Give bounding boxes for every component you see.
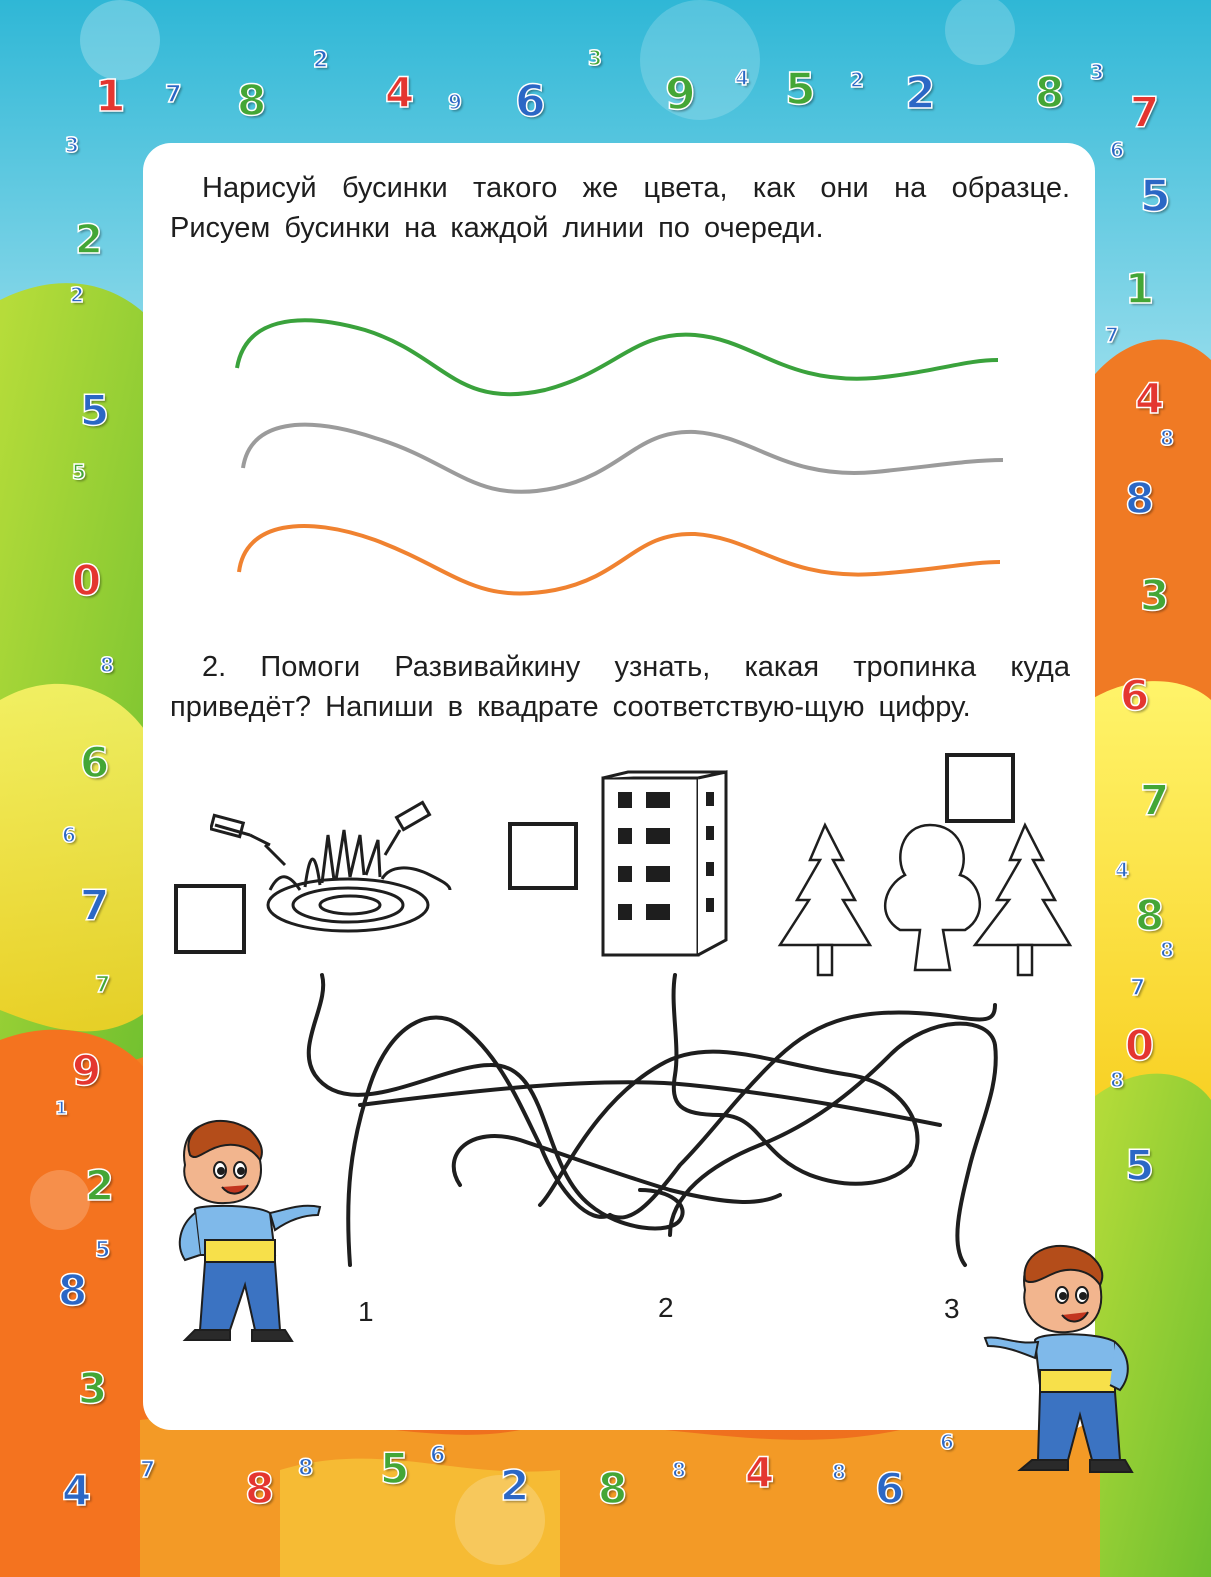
decor-number: 2: [313, 48, 329, 73]
path-label-1: 1: [358, 1296, 374, 1327]
decor-number: 5: [72, 460, 86, 484]
path-3: [610, 1005, 995, 1218]
decor-number: 4: [735, 66, 749, 90]
answer-box-forest[interactable]: [945, 753, 1015, 823]
wave-line-green: [237, 320, 998, 394]
decor-number: 6: [80, 738, 110, 787]
building-icon: [598, 770, 733, 960]
decor-number: 0: [1125, 1021, 1155, 1070]
decor-number: 7: [1140, 776, 1170, 825]
decor-number: 4: [62, 1466, 92, 1515]
decor-number: 2: [85, 1161, 115, 1210]
path-label-3: 3: [944, 1293, 960, 1324]
task2-instructions: [170, 647, 1070, 727]
decor-number: 8: [832, 1460, 846, 1484]
decor-number: 8: [1125, 474, 1155, 523]
decor-number: 3: [588, 46, 602, 70]
wave-line-orange: [239, 526, 1000, 594]
decor-number: 2: [70, 283, 84, 307]
decor-number: 8: [1110, 1068, 1124, 1092]
decor-number: 5: [785, 64, 816, 115]
decor-number: 2: [75, 217, 103, 263]
decor-number: 3: [65, 133, 79, 157]
decor-number: 8: [237, 76, 267, 125]
decor-number: 1: [95, 71, 126, 122]
decor-number: 5: [80, 386, 110, 435]
decor-number: 5: [1125, 1141, 1155, 1190]
decor-number: 8: [58, 1266, 88, 1315]
decor-number: 8: [298, 1456, 314, 1481]
pond-icon: [210, 795, 455, 935]
decor-number: 1: [55, 1098, 68, 1119]
wave-line-gray: [243, 425, 1003, 492]
decor-number: 6: [515, 76, 546, 127]
decor-number: 8: [1135, 891, 1165, 940]
decor-number: 7: [140, 1458, 156, 1483]
decor-number: 2: [500, 1461, 530, 1510]
decor-number: 6: [1120, 671, 1150, 720]
decor-number: 7: [165, 80, 182, 108]
decor-number: 6: [62, 823, 76, 847]
decor-number: 3: [1090, 60, 1104, 84]
bead-lines[interactable]: [225, 310, 1015, 610]
task1-text: Нарисуй бусинки такого же цвета, как они на образце. Рисуем бусинки на каждой линии по очереди.: [170, 172, 1070, 244]
decor-number: 8: [672, 1458, 686, 1482]
decor-number: 8: [245, 1464, 275, 1513]
decor-number: 8: [1160, 938, 1174, 962]
decor-number: 7: [95, 973, 111, 998]
decor-number: 5: [380, 1444, 410, 1493]
task2-number: 2.: [202, 651, 227, 683]
task2-text: Помоги Развивайкину узнать, какая тропинка куда приведёт? Напиши в квадрате соответствую-щую цифру.: [170, 651, 1070, 723]
decor-number: 7: [80, 881, 110, 930]
decor-number: 5: [95, 1238, 111, 1263]
decor-number: 4: [1135, 374, 1165, 423]
decor-number: 4: [385, 68, 415, 117]
decor-number: 9: [665, 69, 696, 120]
path-label-2: 2: [658, 1292, 674, 1323]
tangled-paths[interactable]: [290, 965, 1010, 1285]
decor-number: 5: [1140, 171, 1171, 222]
decor-number: 4: [1115, 858, 1129, 882]
decor-number: 1: [1125, 264, 1155, 313]
decor-number: 6: [430, 1443, 446, 1468]
decor-number: 6: [875, 1464, 905, 1513]
decor-number: 8: [100, 653, 114, 677]
decor-number: 7: [1105, 323, 1119, 347]
task1-instructions: [170, 168, 1070, 248]
boy-figure: [160, 1115, 330, 1350]
decor-number: 8: [1035, 68, 1065, 117]
decor-number: 9: [72, 1046, 102, 1095]
answer-box-building[interactable]: [508, 822, 578, 890]
decor-number: 8: [598, 1464, 628, 1513]
decor-number: 9: [448, 90, 462, 114]
decor-number: 2: [850, 68, 864, 92]
decor-number: 6: [940, 1430, 954, 1454]
decor-number: 3: [1140, 571, 1170, 620]
decor-number: 0: [72, 556, 102, 605]
decor-number: 6: [1110, 138, 1124, 162]
decor-number: 3: [78, 1364, 108, 1413]
decor-number: 8: [1160, 426, 1174, 450]
forest-icon: [775, 820, 1075, 985]
decor-number: 2: [905, 68, 936, 119]
decor-number: 4: [745, 1448, 775, 1497]
decor-number: 7: [1130, 88, 1160, 137]
boy-figure: [980, 1240, 1150, 1480]
decor-number: 7: [1130, 976, 1146, 1001]
